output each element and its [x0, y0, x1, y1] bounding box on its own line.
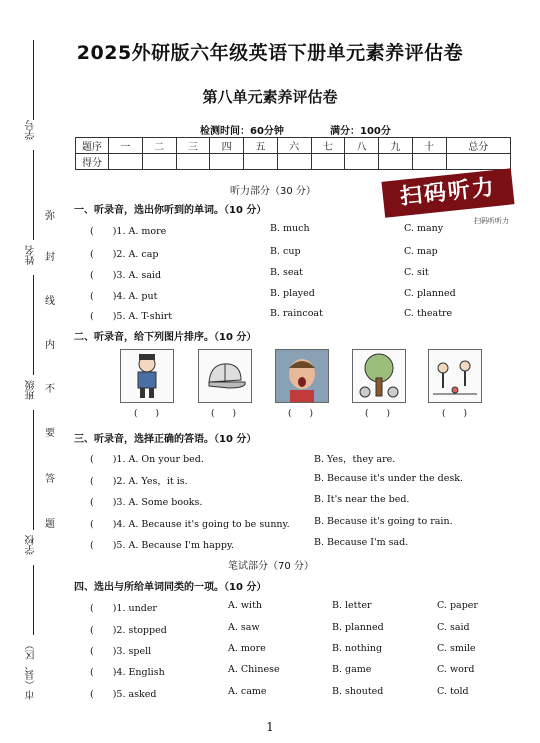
score-input-cell[interactable]	[142, 154, 176, 170]
s4-q2-option-c: C. said	[437, 622, 470, 633]
score-cell: 十	[412, 138, 446, 154]
s4-q1-option-c: C. paper	[437, 600, 478, 611]
city-label: 市（县、区）	[26, 640, 37, 700]
score-cell: 六	[277, 138, 311, 154]
class-label: 班级	[26, 380, 37, 400]
section1-heading: 一、听录音，选出你听到的单词。（10 分）	[74, 205, 267, 216]
written-part-title: 笔试部分（70 分）	[228, 561, 314, 572]
s4-q4-option-c: C. word	[437, 664, 475, 675]
q3-option-b: B. seat	[270, 267, 303, 278]
score-input-cell[interactable]	[109, 154, 143, 170]
picture-answer-blank[interactable]: ( )	[211, 409, 237, 419]
s3-q3-option-a: ( )3. A. Some books.	[90, 497, 203, 508]
score-table	[75, 137, 511, 170]
score-cell: 题序	[76, 138, 109, 154]
q2-number: ( )2. A. cap	[90, 249, 159, 260]
seal-char: 线	[45, 296, 55, 307]
q5-option-c: C. theatre	[404, 308, 453, 319]
q5-number: ( )5. A. T-shirt	[90, 311, 173, 322]
picture-tree-animals	[352, 349, 406, 403]
picture-children-playing	[428, 349, 482, 403]
listening-part-title: 听力部分（30 分）	[230, 186, 316, 197]
q4-number: ( )4. A. put	[90, 291, 158, 302]
score-input-cell[interactable]	[311, 154, 345, 170]
s3-q4-option-a: ( )4. A. Because it's going to be sunny.	[90, 519, 290, 530]
picture-answer-blank[interactable]: ( )	[365, 409, 391, 419]
section2-heading: 二、听录音，给下列图片排序。（10 分）	[74, 332, 257, 343]
seal-char: 封	[45, 252, 55, 263]
binding-line	[33, 565, 34, 635]
test-time: 检测时间：60分钟	[200, 126, 284, 137]
score-input-cell[interactable]	[412, 154, 446, 170]
s4-q2-word: ( )2. stopped	[90, 625, 167, 636]
score-cell: 得分	[76, 154, 109, 170]
scan-listen-stamp[interactable]: 扫码听力	[381, 168, 514, 217]
s3-q1-option-b: B. Yes，they are.	[314, 454, 396, 465]
seal-char: 答	[45, 474, 55, 485]
s3-q5-option-a: ( )5. A. Because I'm happy.	[90, 540, 235, 551]
student-id-label: 学号	[26, 120, 37, 140]
picture-cap	[198, 349, 252, 403]
score-cell: 一	[109, 138, 143, 154]
q4-option-b: B. played	[270, 288, 315, 299]
seal-char: 题	[45, 519, 55, 530]
score-cell: 七	[311, 138, 345, 154]
q2-option-b: B. cup	[270, 246, 301, 257]
s4-q1-word: ( )1. under	[90, 603, 157, 614]
exam-title: 2025外研版六年级英语下册单元素养评估卷	[76, 42, 464, 64]
s3-q3-option-b: B. It's near the bed.	[314, 494, 410, 505]
score-cell: 八	[345, 138, 379, 154]
full-score: 满分：100分	[330, 126, 391, 137]
picture-answer-blank[interactable]: ( )	[442, 409, 468, 419]
s4-q5-option-b: B. shouted	[332, 686, 384, 697]
score-cell: 三	[176, 138, 210, 154]
q3-option-c: C. sit	[404, 267, 429, 278]
q1-number: ( )1. A. more	[90, 226, 167, 237]
score-input-cell[interactable]	[277, 154, 311, 170]
exam-subtitle: 第八单元素养评估卷	[202, 88, 338, 106]
binding-line	[33, 410, 34, 530]
score-cell: 四	[210, 138, 244, 154]
score-table-score-row	[76, 154, 511, 170]
q4-option-c: C. planned	[404, 288, 456, 299]
name-label: 姓名	[26, 245, 37, 265]
picture-answer-blank[interactable]: ( )	[288, 409, 314, 419]
score-cell: 总分	[446, 138, 511, 154]
picture-boy-uniform	[120, 349, 174, 403]
scan-listen-subtext: 扫码听听力	[474, 217, 509, 225]
score-input-cell[interactable]	[244, 154, 278, 170]
s4-q3-option-b: B. nothing	[332, 643, 383, 654]
section4-heading: 四、选出与所给单词同类的一项。（10 分）	[74, 582, 267, 593]
s3-q4-option-b: B. Because it's going to rain.	[314, 516, 453, 527]
score-input-cell[interactable]	[176, 154, 210, 170]
binding-line	[33, 275, 34, 375]
score-input-cell[interactable]	[379, 154, 413, 170]
seal-char: 内	[45, 340, 55, 351]
s4-q3-word: ( )3. spell	[90, 646, 152, 657]
score-table-header-row	[76, 138, 511, 154]
picture-answer-blank[interactable]: ( )	[134, 409, 160, 419]
score-input-cell[interactable]	[345, 154, 379, 170]
s4-q3-option-a: A. more	[228, 643, 266, 654]
s3-q2-option-b: B. Because it's under the desk.	[314, 473, 464, 484]
score-cell: 二	[142, 138, 176, 154]
q5-option-b: B. raincoat	[270, 308, 323, 319]
s4-q4-word: ( )4. English	[90, 667, 165, 678]
q1-option-c: C. many	[404, 223, 444, 234]
s3-q5-option-b: B. Because I'm sad.	[314, 537, 409, 548]
s4-q4-option-a: A. Chinese	[228, 664, 280, 675]
s4-q5-option-a: A. came	[228, 686, 267, 697]
s4-q1-option-b: B. letter	[332, 600, 372, 611]
score-input-cell[interactable]	[446, 154, 511, 170]
section3-heading: 三、听录音，选择正确的答语。（10 分）	[74, 434, 257, 445]
s3-q1-option-a: ( )1. A. On your bed.	[90, 454, 204, 465]
s4-q2-option-b: B. planned	[332, 622, 384, 633]
school-label: 学校	[26, 535, 37, 555]
page-number: 1	[266, 720, 274, 734]
picture-shouting-boy	[275, 349, 329, 403]
s4-q4-option-b: B. game	[332, 664, 372, 675]
binding-line	[33, 150, 34, 240]
q3-number: ( )3. A. said	[90, 270, 162, 281]
seal-char: 要	[45, 428, 55, 439]
s3-q2-option-a: ( )2. A. Yes，it is.	[90, 476, 188, 487]
s4-q3-option-c: C. smile	[437, 643, 476, 654]
s4-q1-option-a: A. with	[228, 600, 263, 611]
score-input-cell[interactable]	[210, 154, 244, 170]
s4-q2-option-a: A. saw	[228, 622, 260, 633]
seal-char: 弥	[45, 211, 55, 222]
q1-option-b: B. much	[270, 223, 310, 234]
s4-q5-option-c: C. told	[437, 686, 469, 697]
score-cell: 九	[379, 138, 413, 154]
seal-char: 不	[45, 384, 55, 395]
score-cell: 五	[244, 138, 278, 154]
s4-q5-word: ( )5. asked	[90, 689, 157, 700]
q2-option-c: C. map	[404, 246, 438, 257]
